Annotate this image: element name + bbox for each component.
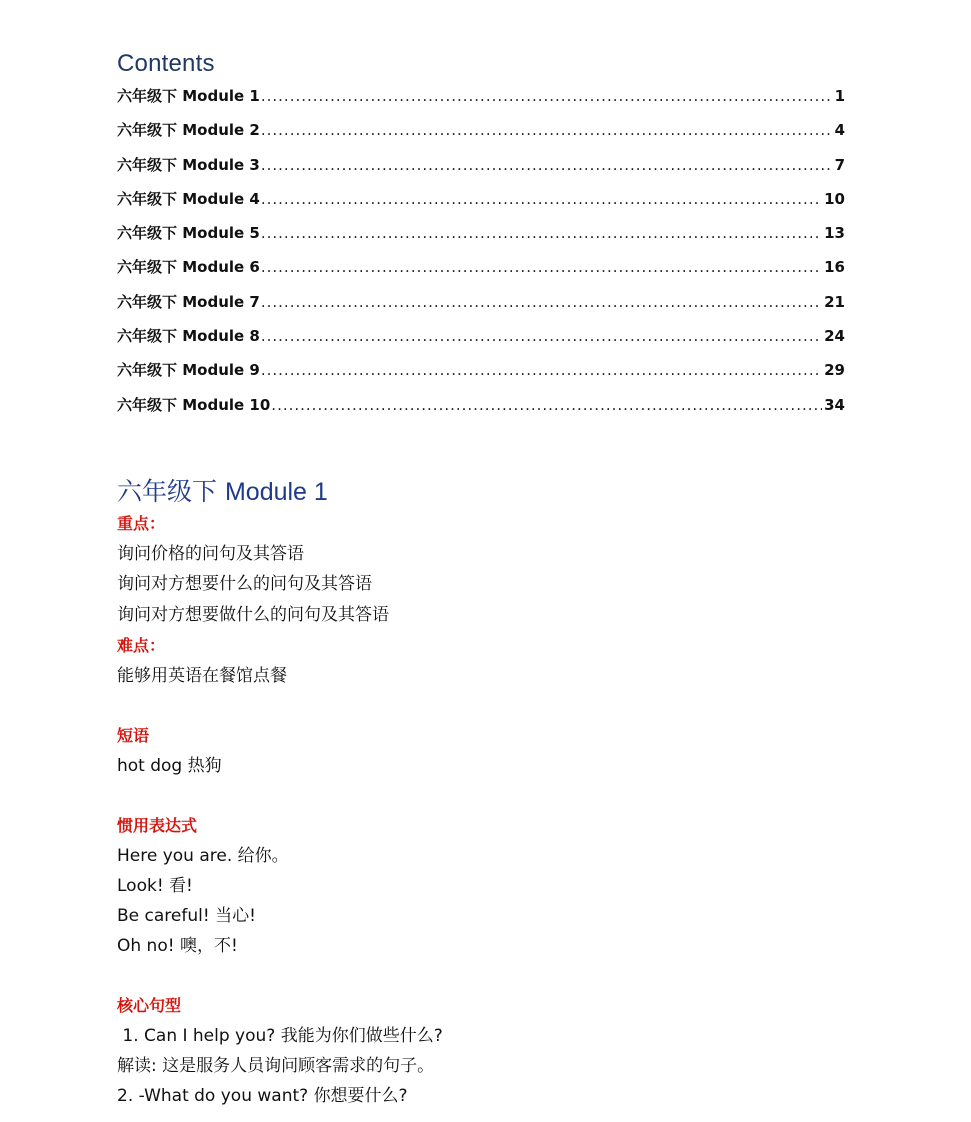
- toc-entry[interactable]: [117, 255, 845, 289]
- toc-entry-page: 21: [824, 292, 845, 311]
- toc-entry[interactable]: [117, 153, 845, 187]
- toc-dot-leader: [261, 290, 822, 314]
- toc-entry-page: 1: [834, 87, 845, 105]
- toc-dot-leader: [261, 221, 822, 245]
- toc-entry-label: 六年级下 Module 5: [117, 224, 260, 243]
- toc-entry-page: 10: [824, 189, 845, 208]
- toc-dot-leader: [261, 84, 833, 108]
- expression-item: Look! 看!: [117, 876, 193, 896]
- toc-entry[interactable]: [117, 187, 845, 221]
- difficulties-label: 难点：: [117, 636, 166, 655]
- toc-dot-leader: [261, 153, 833, 177]
- expression-item: Oh no! 噢，不!: [117, 936, 238, 956]
- toc-entry-label: 六年级下 Module 2: [117, 121, 260, 140]
- toc-entry[interactable]: [117, 358, 845, 392]
- toc-entry[interactable]: [117, 393, 845, 427]
- toc-entry[interactable]: [117, 221, 845, 255]
- toc-entry-page: 7: [834, 155, 845, 174]
- module-heading-en: Module 1: [224, 478, 328, 506]
- toc-entry-label: 六年级下 Module 6: [117, 258, 260, 277]
- toc-dot-leader: [261, 187, 822, 211]
- toc-entry-page: 4: [834, 121, 845, 140]
- toc-entry-page: 24: [824, 327, 845, 346]
- core-sentence-item: 2. -What do you want? 你想要什么?: [117, 1086, 408, 1106]
- toc-dot-leader: [261, 324, 822, 348]
- toc-entry-label: 六年级下 Module 3: [117, 155, 260, 174]
- toc-entry-label: 六年级下 Module 1: [117, 87, 260, 105]
- difficulty-item: 能够用英语在餐馆点餐: [117, 666, 287, 686]
- toc-entry[interactable]: [117, 84, 845, 118]
- phrases-label: 短语: [117, 726, 150, 745]
- expression-item: Be careful! 当心!: [117, 906, 256, 926]
- key-point-item: 询问对方想要什么的问句及其答语: [117, 574, 372, 594]
- toc-dot-leader: [261, 118, 833, 142]
- toc-entry-label: 六年级下 Module 8: [117, 327, 260, 346]
- toc-dot-leader: [261, 255, 822, 279]
- phrase-item: hot dog 热狗: [117, 756, 222, 776]
- toc-entry-page: 29: [824, 361, 845, 380]
- expression-item: Here you are. 给你。: [117, 846, 289, 866]
- core-sentence-item: 解读: 这是服务人员询问顾客需求的句子。: [117, 1056, 435, 1076]
- key-points-label: 重点：: [117, 514, 166, 533]
- toc-entry[interactable]: [117, 324, 845, 358]
- key-point-item: 询问对方想要做什么的问句及其答语: [117, 605, 389, 625]
- toc-entry-label: 六年级下 Module 4: [117, 189, 260, 208]
- toc-entry[interactable]: [117, 118, 845, 152]
- core-sentences-label: 核心句型: [117, 996, 182, 1015]
- toc-title: Contents: [117, 50, 215, 77]
- toc-dot-leader: [261, 358, 822, 382]
- toc-entry-page: 34: [824, 395, 845, 414]
- module-heading-cn: 六年级下: [117, 477, 218, 506]
- table-of-contents: [117, 84, 845, 427]
- core-sentence-item: 1. Can I help you? 我能为你们做些什么?: [117, 1026, 443, 1046]
- toc-entry-label: 六年级下 Module 7: [117, 292, 260, 311]
- toc-entry-label: 六年级下 Module 10: [117, 395, 271, 414]
- toc-entry-page: 16: [824, 258, 845, 277]
- module-heading: [117, 472, 328, 508]
- toc-dot-leader: [271, 393, 822, 417]
- expressions-label: 惯用表达式: [117, 816, 198, 835]
- key-point-item: 询问价格的问句及其答语: [117, 544, 304, 564]
- toc-entry[interactable]: [117, 290, 845, 324]
- toc-entry-label: 六年级下 Module 9: [117, 361, 260, 380]
- toc-entry-page: 13: [824, 224, 845, 243]
